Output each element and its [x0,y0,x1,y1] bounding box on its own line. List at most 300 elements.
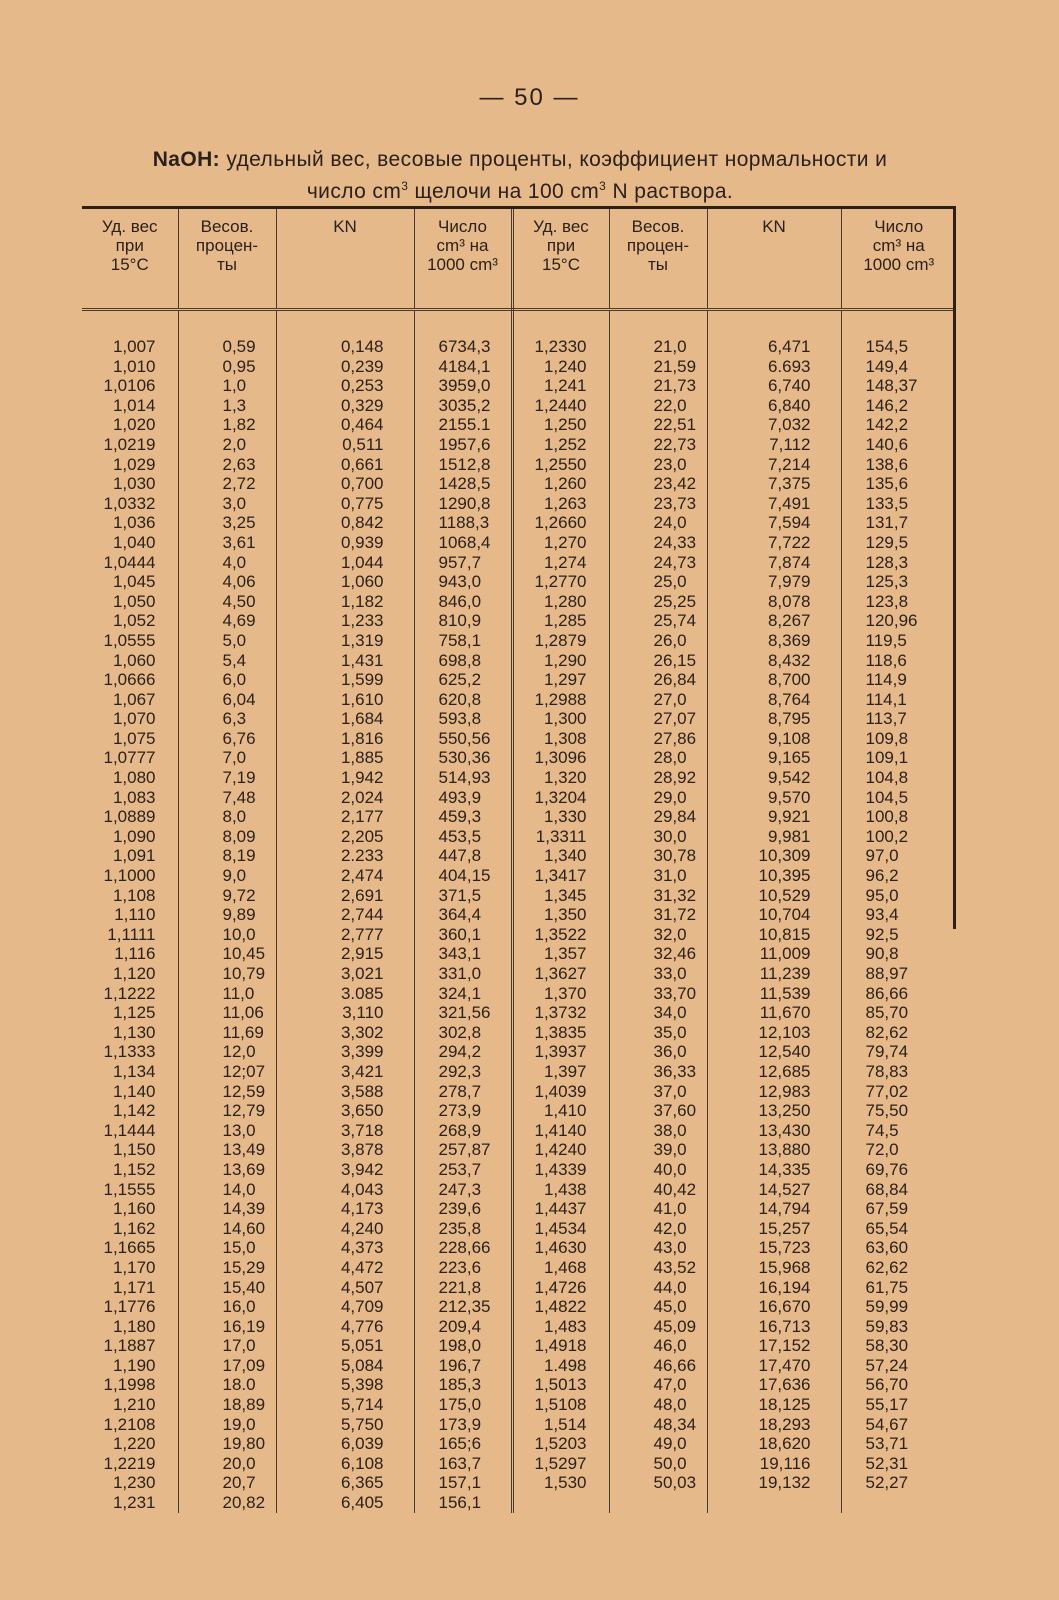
cell-weight-percent: 13,0 [178,1121,276,1141]
cell-kn: 2,777 [276,925,414,945]
cell-weight-percent: 14,60 [178,1219,276,1239]
table-row [82,553,956,573]
cell-cm3: 157,1 [414,1473,512,1493]
cell-cm3: 620,8 [414,690,512,710]
cell-cm3: 198,0 [414,1336,512,1356]
cell-cm3-2: 113,7 [865,709,907,729]
cell-weight-percent-2: 34,0 [609,1003,707,1023]
cell-cm3-2: 56,70 [865,1375,909,1395]
cell-specific-gravity: 1,130 [82,1023,178,1043]
cell-specific-gravity: 1,0332 [82,494,178,514]
cell-cm3-2: 120,96 [865,611,918,631]
table-body [82,310,956,1513]
cell-cm3-2: 146,2 [865,395,909,415]
cell-cm3: 846,0 [414,592,512,612]
cell-weight-percent: 4,69 [178,611,276,631]
cell-kn: 0,511 [276,435,414,455]
cell-specific-gravity: 1,1887 [82,1336,178,1356]
cell-specific-gravity: 1,080 [82,768,178,788]
cell-cm3: 302,8 [414,1023,512,1043]
cell-cm3: 371,5 [414,886,512,906]
cell-weight-percent-2: 32,46 [609,944,707,964]
table-row [82,1278,956,1298]
cell-kn-2: 6,840 [707,396,841,416]
cell-specific-gravity: 1,075 [82,729,178,749]
cell-weight-percent-2: 30,0 [609,827,707,847]
cell-specific-gravity-2: 1,252 [512,435,609,455]
header-cm3-per-1000: Число cm³ на 1000 cm³ [414,209,512,310]
cell-specific-gravity-2: 1,300 [512,709,609,729]
cell-cm3: 196,7 [414,1356,512,1376]
cell-cm3: 268,9 [414,1121,512,1141]
cell-cm3: 321,56 [414,1003,512,1023]
cell-kn-2: 8,700 [707,670,841,690]
cell-specific-gravity-2: 1,3311 [512,827,609,847]
cell-weight-percent-2: 30,78 [609,846,707,866]
cell-cm3: 404,15 [414,866,512,886]
cell-specific-gravity-2: 1,5108 [512,1395,609,1415]
cell-weight-percent-2: 31,32 [609,886,707,906]
table-row [82,1395,956,1415]
cell-kn: 5,051 [276,1336,414,1356]
cell-cm3-2: 135,6 [865,474,909,494]
cell-specific-gravity: 1,052 [82,611,178,631]
cell-specific-gravity: 1,0889 [82,807,178,827]
cell-kn: 3,942 [276,1160,414,1180]
cell-cm3: 625,2 [414,670,512,690]
cell-cm3: 1428,5 [414,474,512,494]
cell-kn: 4,507 [276,1278,414,1298]
cell-weight-percent-2: 25,0 [609,572,707,592]
cell-weight-percent: 17,09 [178,1356,276,1376]
cell-cm3-2: 65,54 [865,1218,909,1238]
cell-cm3: 530,36 [414,748,512,768]
cell-cm3: 163,7 [414,1454,512,1474]
cell-weight-percent-2: 26,15 [609,651,707,671]
cell-weight-percent-2: 33,70 [609,984,707,1004]
table-row [82,1062,956,1082]
cell-kn: 5,750 [276,1415,414,1435]
cell-weight-percent-2: 31,72 [609,905,707,925]
cell-cm3: 223,6 [414,1258,512,1278]
cell-kn: 2,024 [276,788,414,808]
cell-specific-gravity-2: 1,3732 [512,1003,609,1023]
cell-kn: 2,915 [276,944,414,964]
table-row [82,866,956,886]
cell-weight-percent: 10,79 [178,964,276,984]
cell-weight-percent-2: 22,73 [609,435,707,455]
cell-kn-2: 12,983 [707,1082,841,1102]
cell-kn: 0,842 [276,513,414,533]
cell-cm3: 331,0 [414,964,512,984]
cell-specific-gravity-2: 1,3835 [512,1023,609,1043]
cell-weight-percent: 15,0 [178,1238,276,1258]
cell-kn: 4,776 [276,1317,414,1337]
cell-weight-percent: 19,80 [178,1434,276,1454]
title-text-2a: число cm [306,180,402,203]
cell-weight-percent-2: 27,86 [609,729,707,749]
cell-cm3-2: 86,66 [865,983,909,1003]
cell-kn: 0,661 [276,455,414,475]
cell-specific-gravity-2: 1,397 [512,1062,609,1082]
cell-weight-percent: 11,69 [178,1023,276,1043]
cell-cm3-2: 59,83 [865,1316,909,1336]
cell-cm3-2: 100,8 [865,807,909,827]
cell-specific-gravity-2: 1,4240 [512,1140,609,1160]
cell-cm3-2: 74,5 [865,1120,899,1140]
cell-weight-percent: 13,49 [178,1140,276,1160]
cell-weight-percent-2: 24,0 [609,513,707,533]
cell-kn: 4,373 [276,1238,414,1258]
cell-specific-gravity: 1,007 [82,310,178,357]
cell-specific-gravity-2: 1,3522 [512,925,609,945]
cell-kn-2: 7,722 [707,533,841,553]
cell-specific-gravity-2: 1,4140 [512,1121,609,1141]
cell-weight-percent-2: 47,0 [609,1375,707,1395]
cell-specific-gravity: 1,1555 [82,1180,178,1200]
table-row [82,748,956,768]
cell-specific-gravity: 1,1222 [82,984,178,1004]
cell-cm3-2: 88,97 [865,964,909,983]
cell-weight-percent-2: 48,0 [609,1395,707,1415]
table-row [82,415,956,435]
cell-kn: 2.233 [276,846,414,866]
cell-cm3-2: 149,4 [865,356,909,376]
cell-specific-gravity: 1,0444 [82,553,178,573]
cell-specific-gravity: 1,029 [82,455,178,475]
cell-cm3: 228,66 [414,1238,512,1258]
cell-kn-2: 11,670 [707,1003,841,1023]
table-row [82,1219,956,1239]
cell-specific-gravity-2: 1,290 [512,651,609,671]
cell-kn: 0,148 [276,310,414,357]
cell-weight-percent: 7,48 [178,788,276,808]
cell-kn-2: 8,764 [707,690,841,710]
cell-cm3: 810,9 [414,611,512,631]
cell-weight-percent-2: 41,0 [609,1199,707,1219]
cell-specific-gravity-2: 1,514 [512,1415,609,1435]
cell-cm3-2: 53,71 [865,1434,909,1454]
cell-weight-percent: 20,7 [178,1473,276,1493]
cell-weight-percent-2: 22,51 [609,415,707,435]
cell-kn: 3.085 [276,984,414,1004]
cell-kn: 2,744 [276,905,414,925]
cell-specific-gravity: 1,120 [82,964,178,984]
cell-weight-percent: 12;07 [178,1062,276,1082]
cell-cm3: 324,1 [414,984,512,1004]
cell-cm3: 1068,4 [414,533,512,553]
cell-kn-2: 14,527 [707,1180,841,1200]
cell-weight-percent-2: 45,09 [609,1317,707,1337]
cell-kn: 6,365 [276,1473,414,1493]
table-row [82,729,956,749]
cell-kn: 4,240 [276,1219,414,1239]
table-row [82,494,956,514]
cell-weight-percent: 13,69 [178,1160,276,1180]
cell-specific-gravity: 1,0106 [82,376,178,396]
table-row [82,944,956,964]
cell-kn: 6,405 [276,1493,414,1513]
cell-kn-2: 15,257 [707,1219,841,1239]
cell-specific-gravity-2: 1,240 [512,357,609,377]
header-kn: KN [276,209,414,310]
table-row [82,846,956,866]
cell-kn: 3,588 [276,1082,414,1102]
cell-weight-percent: 12,79 [178,1101,276,1121]
cell-weight-percent-2: 23,73 [609,494,707,514]
cell-weight-percent: 1,82 [178,415,276,435]
table-row [82,1434,956,1454]
cell-kn: 1,233 [276,611,414,631]
header-specific-gravity: Уд. вес при 15°С [82,209,178,310]
cell-specific-gravity-2: 1,410 [512,1101,609,1121]
cell-kn-2: 13,880 [707,1140,841,1160]
table-row [82,768,956,788]
cell-cm3: 6734,3 [414,310,512,357]
cell-specific-gravity-2: 1,3937 [512,1042,609,1062]
cell-kn-2: 14,335 [707,1160,841,1180]
cell-weight-percent-2: 24,73 [609,553,707,573]
cell-specific-gravity-2: 1,3096 [512,748,609,768]
table-row [82,1003,956,1023]
table-row [82,376,956,396]
cell-cm3-2: 54,67 [865,1414,909,1434]
cell-weight-percent-2: 22,0 [609,396,707,416]
cell-cm3-2 [841,1493,956,1513]
cell-cm3-2: 62,62 [865,1257,909,1277]
cell-kn: 1,816 [276,729,414,749]
cell-kn-2: 7,979 [707,572,841,592]
cell-weight-percent: 6,0 [178,670,276,690]
cell-specific-gravity: 1,110 [82,905,178,925]
cell-weight-percent-2: 21,59 [609,357,707,377]
table-row [82,1317,956,1337]
cell-specific-gravity-2: 1,4630 [512,1238,609,1258]
cell-specific-gravity: 1,067 [82,690,178,710]
cell-specific-gravity: 1,050 [82,592,178,612]
cell-kn: 0,939 [276,533,414,553]
cell-kn: 4,173 [276,1199,414,1219]
header-specific-gravity-2: Уд. вес при 15°С [512,209,609,310]
cell-specific-gravity: 1,220 [82,1434,178,1454]
cell-specific-gravity-2: 1,483 [512,1317,609,1337]
cell-specific-gravity-2: 1,2330 [512,310,609,357]
cell-specific-gravity: 1,2108 [82,1415,178,1435]
cell-weight-percent: 1,3 [178,396,276,416]
cell-kn: 6,039 [276,1434,414,1454]
header-weight-percent: Весов. процен- ты [178,209,276,310]
cell-kn: 1,610 [276,690,414,710]
cell-cm3-2: 114,9 [865,670,907,690]
cell-specific-gravity: 1,162 [82,1219,178,1239]
table-header-row [82,209,956,310]
table-title [80,146,960,205]
cell-weight-percent-2: 42,0 [609,1219,707,1239]
cell-specific-gravity: 1,0666 [82,670,178,690]
cell-kn-2: 18,293 [707,1415,841,1435]
cell-kn-2: 9,570 [707,788,841,808]
table-row [82,709,956,729]
table-row [82,533,956,553]
cell-cm3: 253,7 [414,1160,512,1180]
cell-specific-gravity-2: 1.498 [512,1356,609,1376]
cell-specific-gravity: 1,210 [82,1395,178,1415]
cell-kn: 0,464 [276,415,414,435]
cell-kn-2: 15,968 [707,1258,841,1278]
cell-cm3: 247,3 [414,1180,512,1200]
cell-specific-gravity: 1,231 [82,1493,178,1513]
table-row [82,964,956,984]
cell-weight-percent: 18.0 [178,1375,276,1395]
cell-weight-percent-2: 23,0 [609,455,707,475]
cell-cm3: 360,1 [414,925,512,945]
cell-kn-2: 15,723 [707,1238,841,1258]
cell-weight-percent-2: 25,25 [609,592,707,612]
cell-kn-2: 8,432 [707,651,841,671]
cell-kn-2: 10,395 [707,866,841,886]
cell-cm3-2: 92,5 [865,924,899,944]
cell-specific-gravity: 1,045 [82,572,178,592]
cell-weight-percent-2: 27,0 [609,690,707,710]
cell-kn: 0,329 [276,396,414,416]
cell-weight-percent: 0,95 [178,357,276,377]
cell-weight-percent-2: 36,0 [609,1042,707,1062]
cell-kn-2: 13,430 [707,1121,841,1141]
cell-cm3-2: 128,3 [865,552,909,572]
cell-specific-gravity-2: 1,5203 [512,1434,609,1454]
cell-weight-percent: 0,59 [178,310,276,357]
cell-cm3-2: 79,74 [865,1042,909,1062]
table-row [82,396,956,416]
cell-specific-gravity-2: 1,320 [512,768,609,788]
table-row [82,1258,956,1278]
table-row [82,1336,956,1356]
cell-specific-gravity-2 [512,1493,609,1513]
cell-specific-gravity-2: 1,530 [512,1473,609,1493]
cell-specific-gravity-2: 1,2660 [512,513,609,533]
cell-weight-percent: 8,09 [178,827,276,847]
cell-specific-gravity: 1,2219 [82,1454,178,1474]
cell-kn-2: 17,470 [707,1356,841,1376]
cell-kn: 2,177 [276,807,414,827]
cell-specific-gravity: 1,070 [82,709,178,729]
table-row [82,984,956,1004]
cell-specific-gravity: 1,060 [82,651,178,671]
cell-cm3-2: 133,5 [865,493,909,513]
cell-specific-gravity: 1,150 [82,1140,178,1160]
cell-weight-percent: 7,19 [178,768,276,788]
cell-cm3: 1188,3 [414,513,512,533]
cell-cm3-2: 154,5 [865,337,909,356]
cell-kn: 1,599 [276,670,414,690]
cell-cm3: 175,0 [414,1395,512,1415]
cell-kn-2: 16,713 [707,1317,841,1337]
table-row [82,592,956,612]
cell-specific-gravity: 1,1998 [82,1375,178,1395]
cell-kn: 5,714 [276,1395,414,1415]
cell-weight-percent: 10,0 [178,925,276,945]
cell-kn-2: 7,375 [707,474,841,494]
cell-cm3-2: 90,8 [865,944,899,964]
cell-weight-percent: 9,89 [178,905,276,925]
cell-specific-gravity: 1,0219 [82,435,178,455]
cell-weight-percent-2: 43,52 [609,1258,707,1278]
cell-kn: 0,700 [276,474,414,494]
cell-cm3: 173,9 [414,1415,512,1435]
cell-kn-2: 18,125 [707,1395,841,1415]
cell-kn-2: 8,078 [707,592,841,612]
cell-weight-percent-2 [609,1493,707,1513]
cell-kn: 1,182 [276,592,414,612]
cell-cm3: 514,93 [414,768,512,788]
page-number: — 50 — [479,84,580,111]
cell-cm3-2: 55,17 [865,1395,909,1415]
cell-kn-2: 7,874 [707,553,841,573]
cell-cm3-2: 119,5 [865,630,907,650]
cell-cm3-2: 97,0 [865,846,899,866]
cell-weight-percent: 2,0 [178,435,276,455]
table-row [82,1082,956,1102]
cell-cm3-2: 114,1 [865,689,907,709]
cell-cm3: 3959,0 [414,376,512,396]
cell-weight-percent-2: 36,33 [609,1062,707,1082]
cell-kn-2: 7,491 [707,494,841,514]
table-row [82,631,956,651]
table-row [82,1454,956,1474]
title-text-1: удельный вес, весовые проценты, коэффициент нормальности и [226,148,888,171]
cell-cm3-2: 100,2 [865,826,909,846]
cell-cm3-2: 63,60 [865,1238,909,1258]
cell-cm3: 278,7 [414,1082,512,1102]
cell-specific-gravity-2: 1,350 [512,905,609,925]
cell-kn: 3,421 [276,1062,414,1082]
cell-kn-2: 19,132 [707,1473,841,1493]
cell-weight-percent-2: 23,42 [609,474,707,494]
cell-specific-gravity: 1,142 [82,1101,178,1121]
cell-weight-percent: 9,72 [178,886,276,906]
cell-specific-gravity-2: 1,345 [512,886,609,906]
cell-specific-gravity: 1,1333 [82,1042,178,1062]
cell-specific-gravity-2: 1,280 [512,592,609,612]
cell-cm3: 257,87 [414,1140,512,1160]
cell-weight-percent-2: 21,73 [609,376,707,396]
cell-kn: 1,885 [276,748,414,768]
cell-specific-gravity-2: 1,285 [512,611,609,631]
table-row [82,690,956,710]
cell-specific-gravity-2: 1,3417 [512,866,609,886]
cell-specific-gravity: 1,152 [82,1160,178,1180]
cell-cm3-2: 77,02 [865,1081,909,1101]
table-row [82,1199,956,1219]
cell-specific-gravity: 1,030 [82,474,178,494]
cell-cm3: 957,7 [414,553,512,573]
table-row [82,1493,956,1513]
cell-cm3: 165;6 [414,1434,512,1454]
cell-kn-2: 10,704 [707,905,841,925]
cell-weight-percent-2: 44,0 [609,1278,707,1298]
table-row [82,474,956,494]
table-row [82,1101,956,1121]
cell-cm3: 1290,8 [414,494,512,514]
table-row [82,1473,956,1493]
header-weight-percent-2: Весов. процен- ты [609,209,707,310]
cell-kn: 3,878 [276,1140,414,1160]
table-row [82,357,956,377]
table-row [82,1160,956,1180]
title-text-2c: N раствора. [606,180,734,203]
table-row [82,1023,956,1043]
cell-cm3: 1512,8 [414,455,512,475]
